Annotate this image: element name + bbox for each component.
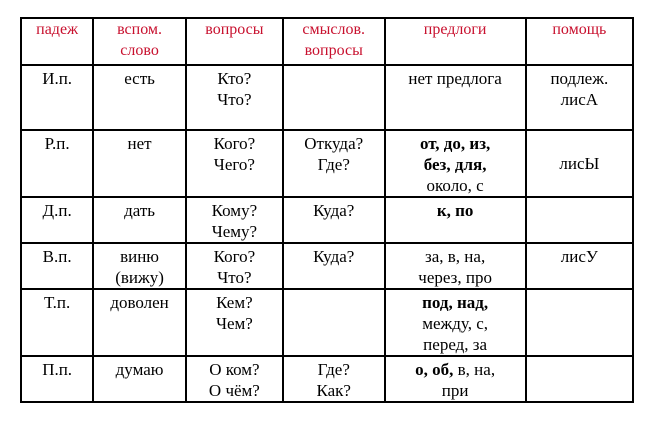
help-cell [526,356,633,402]
table-row [21,356,633,402]
help-cell: подлеж. лисА [526,65,633,130]
case-cell: П.п. [21,356,93,402]
table-row [21,243,633,289]
meaning-cell [283,289,385,356]
header-meaning-questions: смыслов. вопросы [283,18,385,65]
header-row [21,18,633,65]
aux-word-cell: нет [93,130,186,197]
table-row [21,197,633,243]
questions-cell: Кого? Чего? [186,130,283,197]
cases-table [20,17,634,403]
case-cell: Р.п. [21,130,93,197]
aux-word-cell: дать [93,197,186,243]
case-cell: Т.п. [21,289,93,356]
help-cell: лисЫ [526,130,633,197]
meaning-cell: Откуда? Где? [283,130,385,197]
table-row [21,130,633,197]
questions-cell: О ком? О чём? [186,356,283,402]
aux-word-cell: виню (вижу) [93,243,186,289]
header-aux-word: вспом. слово [93,18,186,65]
table-row [21,65,633,130]
meaning-cell: Куда? [283,243,385,289]
prepositions-rest: в, на, [453,360,496,379]
prepositions-cell: к, по [385,197,526,243]
questions-cell: Кто? Что? [186,65,283,130]
header-questions: вопросы [186,18,283,65]
questions-cell: Кому? Чему? [186,197,283,243]
case-cell: В.п. [21,243,93,289]
header-help: помощь [526,18,633,65]
aux-word-cell: доволен [93,289,186,356]
prepositions-cell: о, об, в, на, при [385,356,526,402]
meaning-cell: Куда? [283,197,385,243]
prepositions-cell: нет предлога [385,65,526,130]
case-cell: Д.п. [21,197,93,243]
header-prepositions: предлоги [385,18,526,65]
prepositions-cell: за, в, на, через, про [385,243,526,289]
meaning-cell [283,65,385,130]
prepositions-cell: от, до, из, без, для, около, с [385,130,526,197]
header-case: падеж [21,18,93,65]
prepositions-bold-part: о, об, [415,360,454,379]
help-cell [526,197,633,243]
aux-word-cell: думаю [93,356,186,402]
questions-cell: Кем? Чем? [186,289,283,356]
meaning-cell: Где? Как? [283,356,385,402]
prepositions-cell: под, над, между, с, перед, за [385,289,526,356]
help-cell: лисУ [526,243,633,289]
table-row [21,289,633,356]
case-cell: И.п. [21,65,93,130]
help-cell [526,289,633,356]
questions-cell: Кого? Что? [186,243,283,289]
aux-word-cell: есть [93,65,186,130]
